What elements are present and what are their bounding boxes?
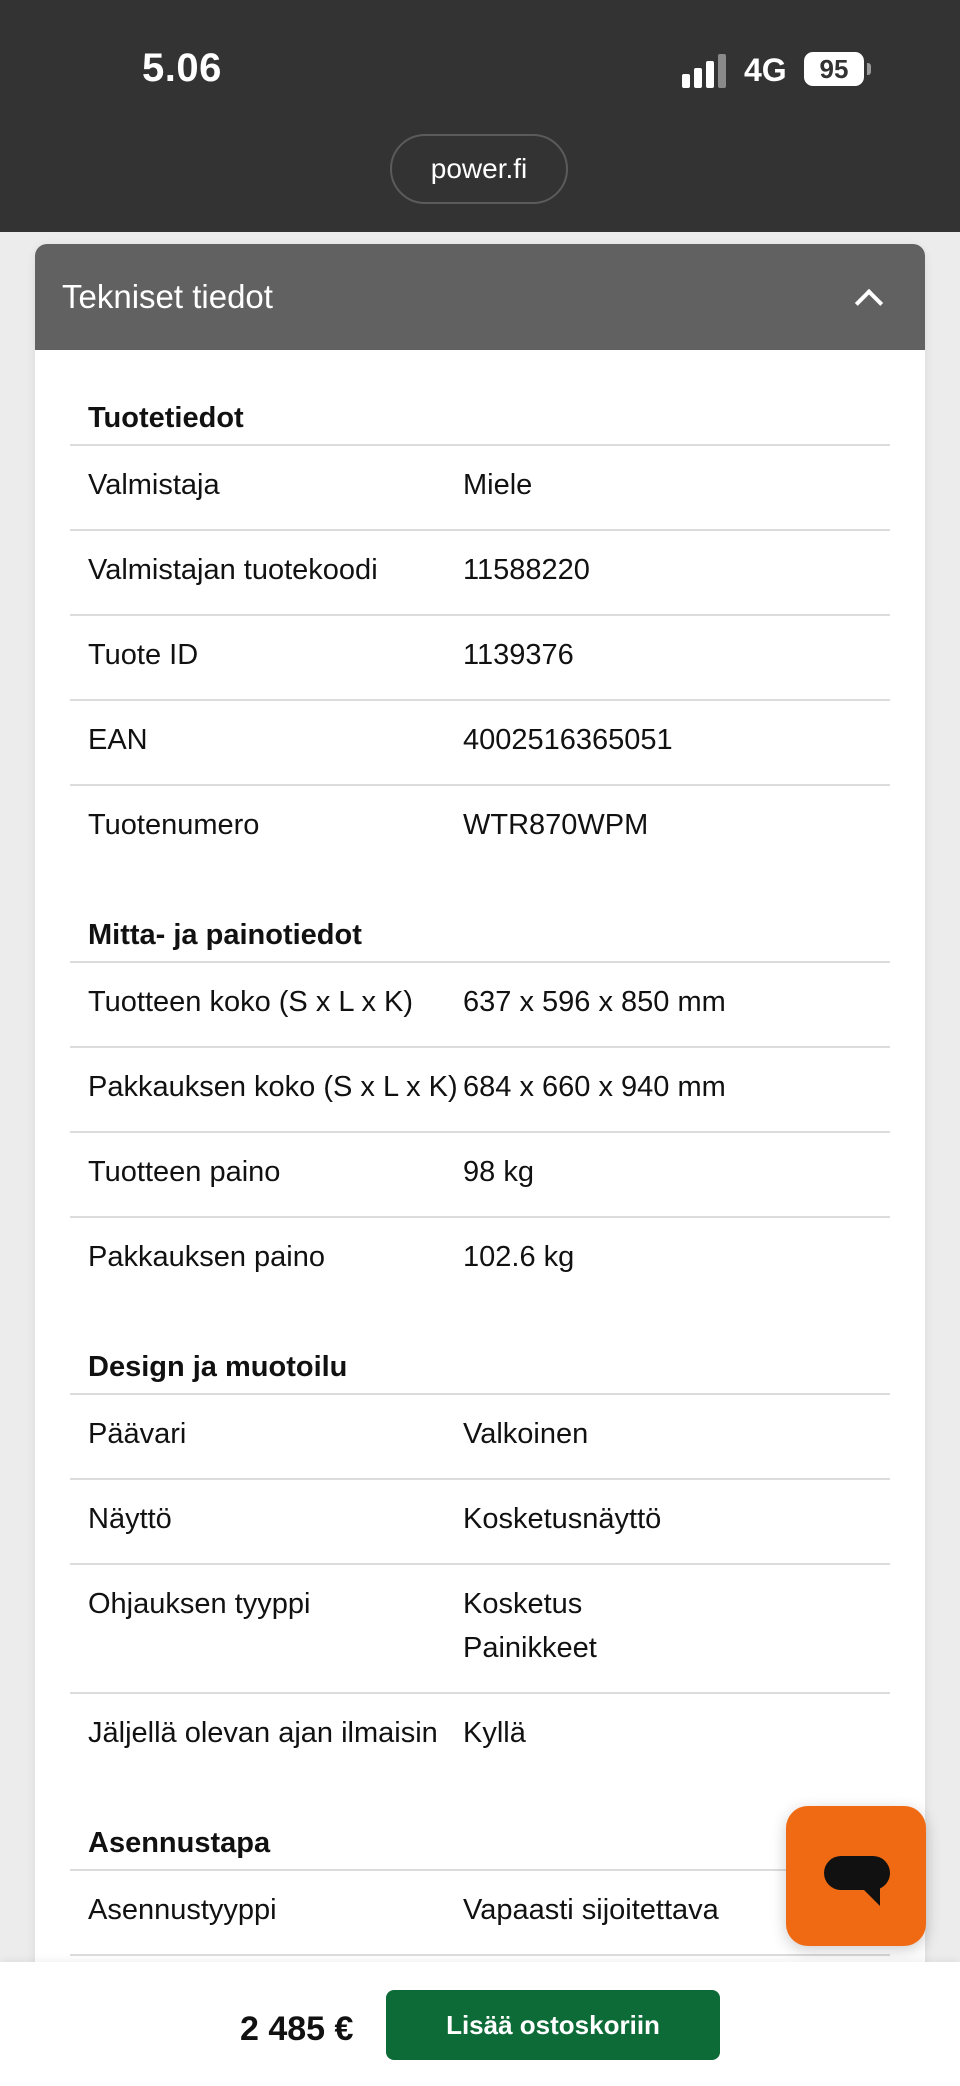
battery-icon: 95 bbox=[804, 52, 864, 86]
clock: 5.06 bbox=[142, 46, 222, 90]
spec-label: Tuote ID bbox=[88, 639, 199, 671]
spec-list bbox=[35, 392, 925, 2039]
spec-value: Vapaasti sijoitettava bbox=[463, 1894, 719, 1926]
price: 2 485 € bbox=[240, 2010, 354, 2048]
spec-row bbox=[70, 446, 890, 531]
panel-title: Tekniset tiedot bbox=[62, 278, 273, 315]
add-to-cart-button[interactable]: Lisää ostoskoriin bbox=[386, 1990, 720, 2060]
spec-value: 98 kg bbox=[463, 1156, 534, 1188]
spec-label: Tuotteen koko (S x L x K) bbox=[88, 986, 414, 1018]
spec-row bbox=[70, 531, 890, 616]
spec-label: Tuotenumero bbox=[88, 809, 260, 841]
spec-row bbox=[70, 1694, 890, 1777]
spec-value: Kosketus bbox=[463, 1588, 583, 1620]
spec-row bbox=[70, 963, 890, 1048]
spec-row bbox=[70, 1565, 890, 1694]
spec-row bbox=[70, 1871, 890, 1956]
spec-label: Ohjauksen tyyppi bbox=[88, 1588, 311, 1620]
spec-row bbox=[70, 786, 890, 869]
status-bar bbox=[0, 0, 960, 232]
group-title: Asennustapa bbox=[70, 1817, 890, 1871]
spec-row bbox=[70, 616, 890, 701]
spec-label: Pakkauksen koko (S x L x K) bbox=[88, 1071, 458, 1103]
spec-label: Tuotteen paino bbox=[88, 1156, 281, 1188]
chat-bubble-icon bbox=[824, 1856, 890, 1890]
spec-label: Asennustyyppi bbox=[88, 1894, 277, 1926]
spec-label: Päävari bbox=[88, 1418, 187, 1450]
chat-button[interactable] bbox=[786, 1806, 926, 1946]
spec-value: 4002516365051 bbox=[463, 724, 673, 756]
spec-value: Kyllä bbox=[463, 1717, 526, 1749]
tech-specs-panel bbox=[35, 244, 925, 2044]
spec-label: Valmistajan tuotekoodi bbox=[88, 554, 378, 586]
spec-label: Näyttö bbox=[88, 1503, 172, 1535]
spec-value: Painikkeet bbox=[463, 1632, 597, 1664]
chevron-up-icon[interactable] bbox=[855, 284, 881, 310]
spec-row bbox=[70, 1133, 890, 1218]
spec-row bbox=[70, 1480, 890, 1565]
spec-value: 637 x 596 x 850 mm bbox=[463, 986, 726, 1018]
spec-row bbox=[70, 1395, 890, 1480]
group-title: Tuotetiedot bbox=[70, 392, 890, 446]
spec-value: 102.6 kg bbox=[463, 1241, 575, 1273]
spec-value: WTR870WPM bbox=[463, 809, 649, 841]
spec-label: Pakkauksen paino bbox=[88, 1241, 325, 1273]
group-title: Mitta- ja painotiedot bbox=[70, 909, 890, 963]
spec-value: Valkoinen bbox=[463, 1418, 589, 1450]
group-title: Design ja muotoilu bbox=[70, 1341, 890, 1395]
spec-row bbox=[70, 701, 890, 786]
spec-value: 684 x 660 x 940 mm bbox=[463, 1071, 726, 1103]
spec-value: 1139376 bbox=[463, 639, 574, 671]
buy-bar bbox=[0, 1962, 960, 2086]
spec-label: Valmistaja bbox=[88, 469, 220, 501]
spec-label: Jäljellä olevan ajan ilmaisin bbox=[88, 1717, 438, 1749]
spec-value-multi bbox=[463, 1582, 890, 1670]
battery-tip bbox=[867, 63, 871, 75]
signal-icon bbox=[682, 54, 730, 88]
spec-label: EAN bbox=[88, 724, 148, 756]
spec-value: Kosketusnäyttö bbox=[463, 1503, 662, 1535]
spec-value: 11588220 bbox=[463, 554, 590, 586]
spec-row bbox=[70, 1048, 890, 1133]
network-type: 4G bbox=[744, 52, 787, 88]
spec-value: Miele bbox=[463, 469, 533, 501]
tech-specs-header[interactable] bbox=[35, 244, 925, 350]
address-bar[interactable]: power.fi bbox=[390, 134, 568, 204]
spec-row bbox=[70, 1218, 890, 1301]
